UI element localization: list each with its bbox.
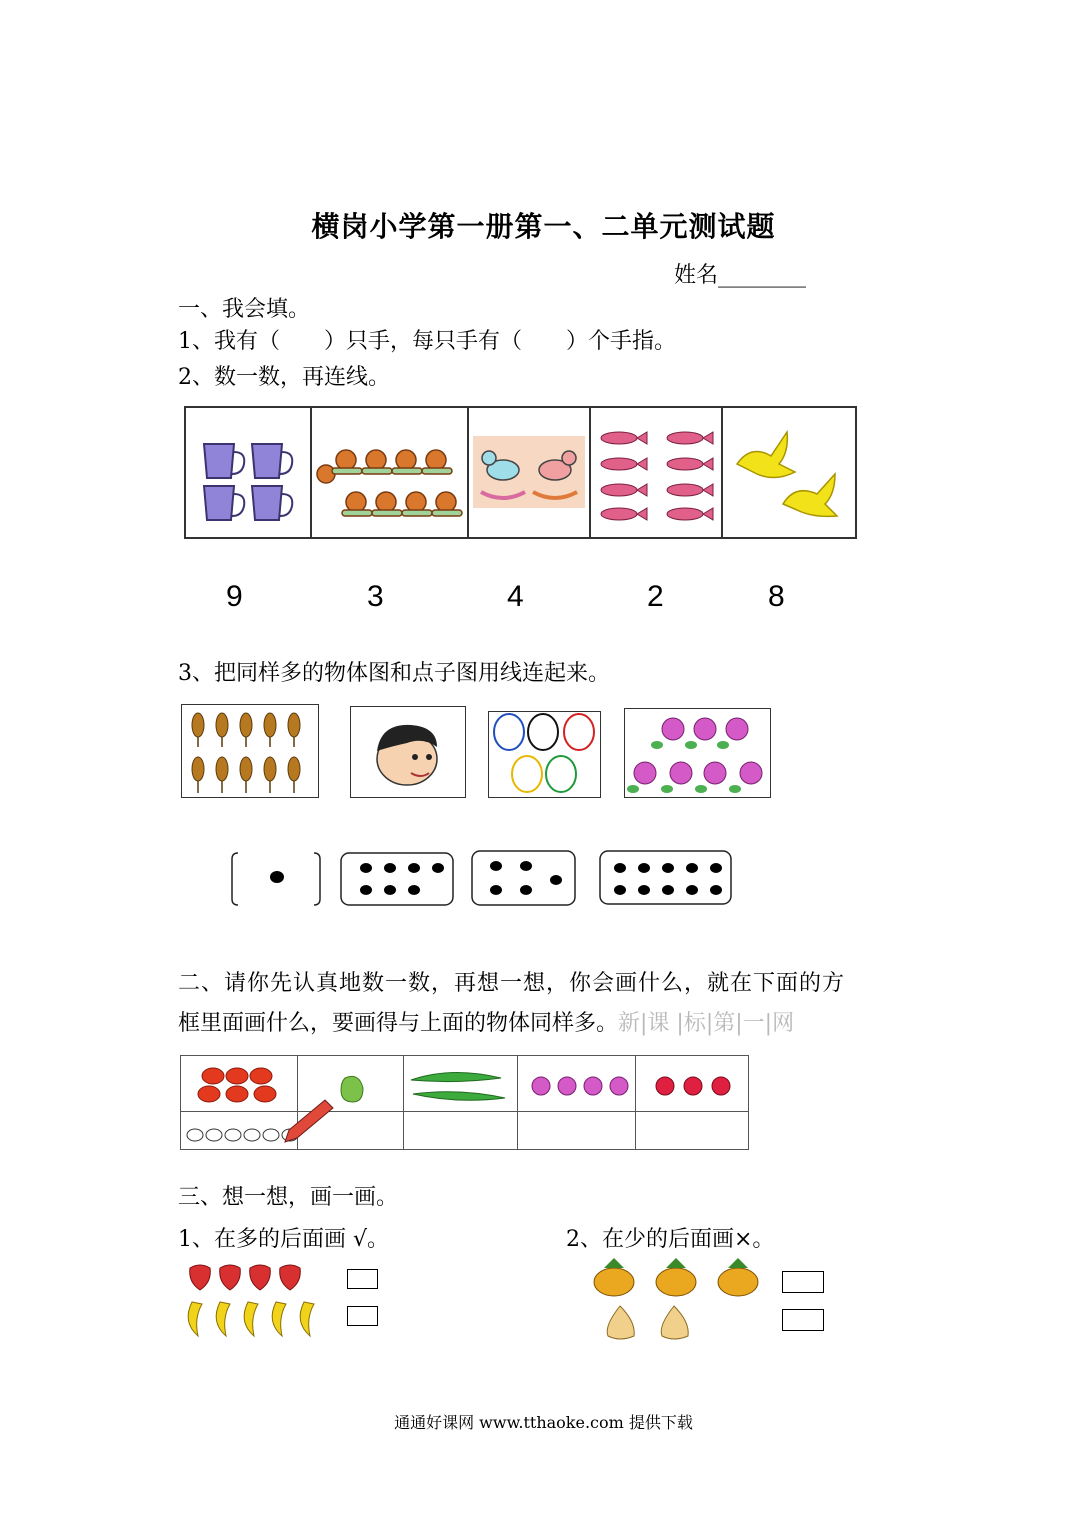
answer-box-strawberries[interactable]: [347, 1269, 378, 1289]
answer-box-pears[interactable]: [782, 1309, 824, 1331]
section2-line2-text: 框里面画什么，要画得与上面的物体同样多。: [178, 1011, 619, 1036]
drawing-table-pictures: [181, 1056, 750, 1151]
number-option-5: 8: [768, 580, 785, 613]
strawberries-bananas-picture: [180, 1258, 340, 1348]
section3-heading: 三、想一想，画一画。: [178, 1185, 399, 1210]
question-1-2: 2、数一数，再连线。: [178, 365, 390, 390]
question-1-3: 3、把同样多的物体图和点子图用线连起来。: [178, 661, 610, 686]
pineapples-pears-picture: [590, 1256, 770, 1346]
question-3-2: 2、在少的后面画×。: [566, 1227, 775, 1252]
section1-heading: 一、我会填。: [178, 297, 311, 322]
answer-box-pineapples[interactable]: [782, 1271, 824, 1293]
answer-box-bananas[interactable]: [347, 1306, 378, 1326]
watermark-text: 新|课 |标|第|一|网: [618, 1011, 795, 1036]
number-option-2: 3: [367, 580, 384, 613]
pencil-icon: [285, 1100, 333, 1142]
question-3-1: 1、在多的后面画 √。: [178, 1227, 390, 1252]
page-title: 横岗小学第一册第一、二单元测试题: [311, 210, 776, 243]
section2-line1: 二、请你先认真地数一数，再想一想，你会画什么，就在下面的方: [178, 971, 846, 996]
footer-text: 通通好课网 www.tthaoke.com 提供下载: [394, 1413, 693, 1432]
number-option-3: 4: [507, 580, 524, 613]
number-option-1: 9: [226, 580, 243, 613]
question-1-1: 1、我有（ ）只手，每只手有（ ）个手指。: [178, 329, 676, 354]
drawing-table: [180, 1055, 749, 1150]
name-field-label: 姓名________: [674, 263, 807, 288]
section2-line2: [178, 1006, 794, 1037]
number-option-4: 2: [647, 580, 664, 613]
